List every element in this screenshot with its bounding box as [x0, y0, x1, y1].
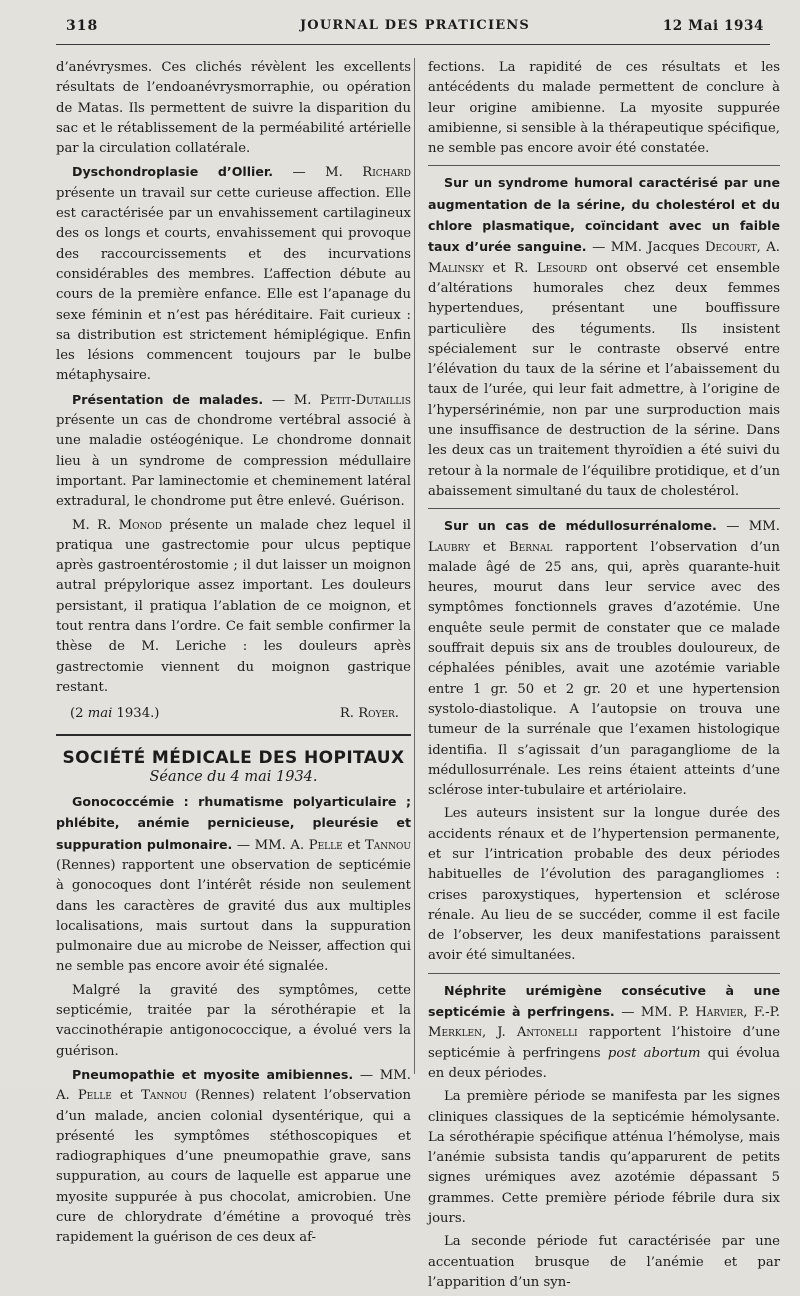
author-name: Richard — [362, 165, 411, 181]
section-nephrite: Néphrite urémigène consécutive à une septicémie à perfringens. — MM. P. Harvier, F.-P. Merklen, J. Antonelli rapportent l’histoire d’une septicémie à perfringens post abortum qui évolua en deux périodes. — [428, 982, 781, 1081]
signature-name: R. Royer. — [339, 706, 399, 722]
section-divider — [428, 508, 780, 509]
paragraph-medullo-authors: Les auteurs insistent sur la longue durée des accidents rénaux et de l’hypertension permanente, et sur l’intrication probable des deux périodes habituelles de l’évolution des paragangliomes : crises paroxystiques, hypertension et sclérose rénale. Au lieu de se succéder, comme il est facile de l’observer, les deux manifestations paraissent avoir été simultanées. — [428, 806, 780, 964]
section-title: Néphrite urémigène consécutive à une septicémie à perfringens. — [428, 982, 780, 1020]
author-name: Lesourd — [536, 260, 588, 276]
seance-date: Séance du 4 mai 1934. — [149, 768, 318, 785]
author-name: Pelle — [308, 837, 343, 853]
issue-date: 12 Mai 1934 — [662, 18, 764, 34]
column-divider — [414, 58, 415, 1074]
section-title: Présentation de malades. — [72, 391, 264, 407]
author-name: Monod — [118, 517, 163, 533]
paragraph-nephrite-first-period: La première période se manifesta par les signes cliniques classiques de la septicémie hémolysante. La sérothérapie spécifique atténua l’hémolyse, mais l’anémie subsista tandis qu’apparurent de petits signes urémiques avez azotémie dépassant 5 grammes. Cette première période fébrile dura six jours. — [428, 1089, 780, 1227]
left-column — [56, 58, 411, 1252]
section-title: Pneumopathie et myosite amibiennes. — [72, 1066, 354, 1082]
author-name: Petit-Dutaillis — [320, 392, 411, 408]
paragraph-monod: M. R. Monod présente un malade chez lequel il pratiqua une gastrectomie pour ulcus peptique après gastroentérostomie ; il dut laisser un moignon autral prépylorique assez important. Les douleurs persistant, il pratiqua l’ablation de ce moignon, et tout rentra dans l’ordre. Ce fait semble confirmer la thèse de M. Leriche : les douleurs après gastrectomie viennent du moignon gastrique restant. — [56, 517, 411, 695]
section-title: Dyschondroplasie d’Ollier. — [72, 164, 274, 180]
author-name: Merklen — [428, 1025, 482, 1041]
section-title: Sur un syndrome humoral caractérisé par une augmentation de la sérine, du cholestérol et du chlore plasmatique, coïncidant avec un faible taux d’urée sanguine. — [428, 175, 780, 255]
journal-title: JOURNAL DES PRATICIENS — [299, 18, 531, 33]
right-column — [428, 58, 780, 1296]
paragraph-continuation: fections. La rapidité de ces résultats et les antécédents du malade permettent de conclure à leur origine amibienne. La myosite suppurée amibienne, si sensible à la thérapeutique spécifique, ne semble pas encore avoir été constatée. — [428, 60, 780, 157]
section-humoral: Sur un syndrome humoral caractérisé par une augmentation de la sérine, du cholestérol et du chlore plasmatique, coïncidant avec un faible taux d’urée sanguine. — MM. Jacques Decourt, A. Malinsky et R. Lesourd ont observé cet ensemble d’altérations humorales chez deux femmes hypertendues, présentant une bouffissure particulière des téguments. Ils insistent spécialement sur le contraste observé entre l’élévation du taux de la sérine et l’abaissement du taux de l’urée, qui leur fait admettre, à l’origine de l’hypersérinémie, non par une surproduction mais une insuffisance de destruction de la sérine. Dans les deux cas un traitement thyroïdien a été suivi du retour à la normale de l’équilibre protidique, et d’un abaissement simultané du taux de cholestérol. — [428, 175, 780, 499]
signature-date: (2 mai 1934.) — [70, 706, 160, 722]
section-divider — [56, 734, 411, 736]
page-number: 318 — [66, 18, 99, 34]
header-rule — [56, 44, 770, 45]
section-title: Sur un cas de médullosurrénalome. — [444, 518, 717, 534]
author-name: Antonelli — [516, 1025, 578, 1041]
author-name: Decourt — [704, 240, 757, 256]
running-header — [66, 18, 764, 40]
paragraph-nephrite-second-period: La seconde période fut caractérisée par une accentuation brusque de l’anémie et par l’apparition d’un syn- — [428, 1234, 780, 1290]
section-pneumopathie: Pneumopathie et myosite amibiennes. — MM. A. Pelle et Tannou (Rennes) relatent l’observation d’un malade, ancien colonial dysentérique, qui a présenté les symptômes stéthoscopiques et radiographiques d’une pneumopathie grave, sans suppuration, au cours de laquelle est apparue une myosite suppurée à pus chocolat, amicrobien. Une cure de chlorydrate d’émétine a provoqué très rapidement la guérison de ces deux af- — [56, 1066, 411, 1246]
section-ollier: Dyschondroplasie d’Ollier. — M. Richard présente un travail sur cette curieuse affection. Elle est caractérisée par un envahissement cartilagineux des os longs et courts, envahissement qui provoque des raccourcissements et des incurvations considérables des membres. L’affection débute au cours de la première enfance. Elle est l’apanage du sexe féminin et n’est pas héréditaire. Fait curieux : sa distribution est strictement hémiplégique. Enfin les lésions commencent toujours par le bulbe métaphysaire. — [56, 164, 411, 384]
paragraph-gono-evolution: Malgré la gravité des symptômes, cette septicémie, traitée par la sérothérapie et la vaccinothérapie antigonococcique, a évolué vers la guérison. — [56, 982, 411, 1059]
section-divider — [428, 973, 780, 974]
section-malades: Présentation de malades. — M. Petit-Dutaillis présente un cas de chondrome vertébral associé à une maladie ostéogénique. Le chondrome donnait lieu à un syndrome de compression médullaire important. Par laminectomie et cheminement latéral extradural, le chondrome put être enlevé. Guérison. — [56, 391, 411, 510]
author-name: Laubry — [428, 539, 470, 555]
society-heading: SOCIÉTÉ MÉDICALE DES HOPITAUX — [62, 747, 405, 768]
author-name: Bernal — [508, 539, 553, 555]
signature-line — [56, 704, 411, 724]
author-name: Malinsky — [428, 260, 484, 276]
section-divider — [428, 165, 780, 166]
section-title: Gonococcémie : rhumatisme polyarticulaire ; phlébite, anémie pernicieuse, pleurésie et suppuration pulmonaire. — [56, 794, 411, 852]
paragraph-aneurysm: d’anévrysmes. Ces clichés révèlent les excellents résultats de l’endoanévrysmorraphie, ou opération de Matas. Ils permettent de suivre la disparition du sac et le rétablissement de la perméabilité artérielle par la circulation collatérale. — [56, 60, 411, 157]
section-gonococcemie: Gonococcémie : rhumatisme polyarticulaire ; phlébite, anémie pernicieuse, pleurésie et suppuration pulmonaire. — MM. A. Pelle et Tannou (Rennes) rapportent une observation de septicémie à gonocoques dont l’intérêt réside non seulement dans les caractères de gravité dus aux multiples localisations, mais surtout dans la suppuration pulmonaire due au microbe de Neisser, affection qui ne semble pas encore avoir été signalée. — [56, 794, 411, 975]
author-name: Harvier — [695, 1005, 744, 1021]
section-medullosurrenalome: Sur un cas de médullosurrénalome. — MM. Laubry et Bernal rapportent l’observation d’un malade âgé de 25 ans, qui, après quarante-huit heures, mourut dans leur service avec des symptômes fonctionnels graves d’azotémie. Une enquête seule permit de constater que ce malade souffrait depuis six ans de troubles douloureux, de céphalées pénibles, avait une azotémie variable entre 1 gr. 50 et 2 gr. 20 et une hypertension systolo-diastolique. A l’autopsie on trouva une tumeur de la surrénale que l’examen histologique identifia. Il s’agissait d’un paragangliome de la médullosurrénale. Les reins étaient atteints d’une sclérose inter-tubulaire et artériolaire. — [428, 518, 780, 799]
author-name: Pelle — [77, 1088, 112, 1104]
author-name: Tannou — [141, 1088, 188, 1104]
author-name: Tannou — [364, 837, 411, 853]
